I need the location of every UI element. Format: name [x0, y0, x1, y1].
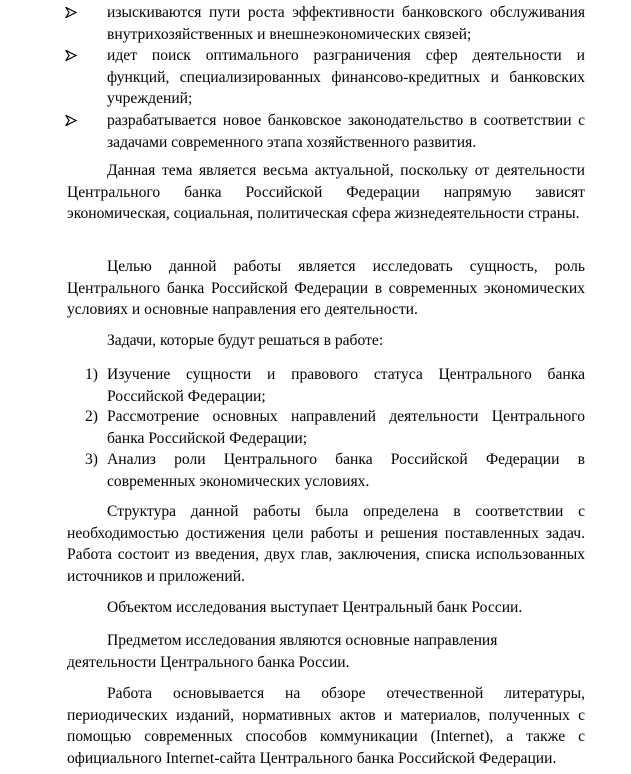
task-text: Изучение сущности и правового статуса Центрального банка Российской Федерации;: [107, 366, 585, 405]
task-number: 1): [85, 366, 98, 383]
paragraph-basis: Работа основывается на обзоре отечественной литературы, периодических изданий, нормативных актов и материалов, полученных с помощью современных способов коммуникации (Internet), а также с официального Internet-сайта Центрального банка Российской Федерации.: [67, 685, 585, 767]
task-number: 3): [85, 451, 98, 468]
arrow-bullet-icon: [65, 7, 77, 18]
bullet-item: [85, 45, 585, 110]
bullet-text: изыскиваются пути роста эффективности банковского обслуживания внутрихозяйственных и внешнеэкономических связей;: [107, 4, 585, 43]
paragraph-relevance: Данная тема является весьма актуальной, поскольку от деятельности Центрального банка Российской Федерации напрямую зависят экономическая, социальная, политическая сфера жизнедеятельности страны.: [67, 162, 585, 223]
paragraph-tasks-intro: Задачи, которые будут решаться в работе:: [107, 332, 384, 349]
task-text: Рассмотрение основных направлений деятельности Центрального банка Российской Федерации;: [107, 408, 585, 447]
bullet-item: [85, 110, 585, 153]
paragraph-structure: Структура данной работы была определена в соответствии с необходимостью достижения цели работы и решения поставленных задач. Работа состоит из введения, двух глав, заключения, списка использованных источников и приложений.: [67, 503, 585, 585]
paragraph-subject: Предметом исследования являются основные направления деятельности Центрального банка России.: [67, 632, 498, 671]
bullet-text: идет поиск оптимального разграничения сфер деятельности и функций, специализированных финансово-кредитных и банковских учреждений;: [107, 47, 585, 108]
task-item: [85, 364, 585, 407]
bullet-text: разрабатывается новое банковское законодательство в соответствии с задачами современного этапа хозяйственного развития.: [107, 112, 585, 151]
bullet-item: [85, 2, 585, 45]
arrow-bullet-icon: [65, 115, 77, 126]
paragraph-goal: Целью данной работы является исследовать сущность, роль Центрального банка Российской Федерации в современных экономических условиях и основные направления его деятельности.: [67, 258, 585, 319]
task-item: [85, 406, 585, 449]
paragraph-object: Объектом исследования выступает Центральный банк России.: [107, 599, 523, 616]
task-item: [85, 449, 585, 492]
task-text: Анализ роли Центрального банка Российской Федерации в современных экономических условиях.: [107, 451, 585, 490]
task-number: 2): [85, 408, 98, 425]
arrow-bullet-icon: [65, 50, 77, 61]
